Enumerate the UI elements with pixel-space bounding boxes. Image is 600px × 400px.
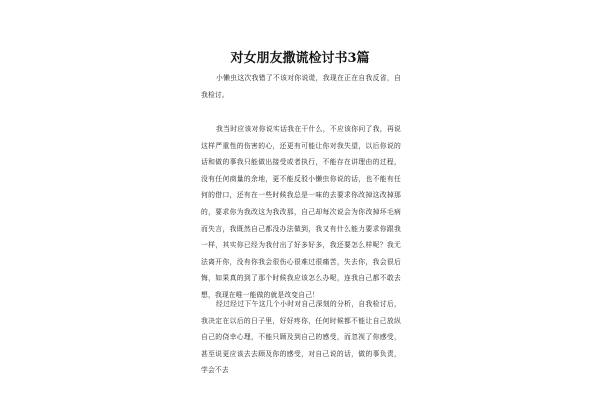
document-title: 对女朋友撒谎检讨书3篇 (230, 51, 370, 66)
paragraph-resolution: 经过经过下午这几个小时对自己深刻的分析，自我检讨后，我决定在以后的日子里，好好疼你，任何时候都不能让自己放纵自己的侥幸心理，不能只顾及到自己的感受，而忽视了你感受，甚至说更应该去去顾及你的感受，对自己说的话，做的事负责，学会不去 (201, 300, 401, 375)
paragraph-reflection: 我当时应该对你说实话我在干什么，不应该你问了我，再说这样严重性的伤害的心，还更有可能让你对我失望，以后你说的话和做的事我只能做出接受或者执行，不能存在讲理由的过程，没有任何商量的余地，更不能反驳小懒虫你说的话，也不能有任何的借口，还有在一些时候我总是一味的去要求你改掉这改掉那的，要求你为我改这为我改那，自己却每次说会为你改掉坏毛病而失言，我既然自己都没办法做到，我又有什么能力要求你跟我一样，其实你已经为我付出了好多好多，我还要怎么样呢？我无法离开你，没有你我会很伤心很难过很痛苦，失去你，我会很后悔，如果真的到了那个时候我应该怎么办呢，连我自己都不敢去想，我现在唯一能做的就是改变自己！ (201, 125, 401, 299)
paragraph-apology-intro: 小懒虫这次我错了不该对你说谎，我现在正在自我反省，自我检讨。 (201, 74, 401, 99)
